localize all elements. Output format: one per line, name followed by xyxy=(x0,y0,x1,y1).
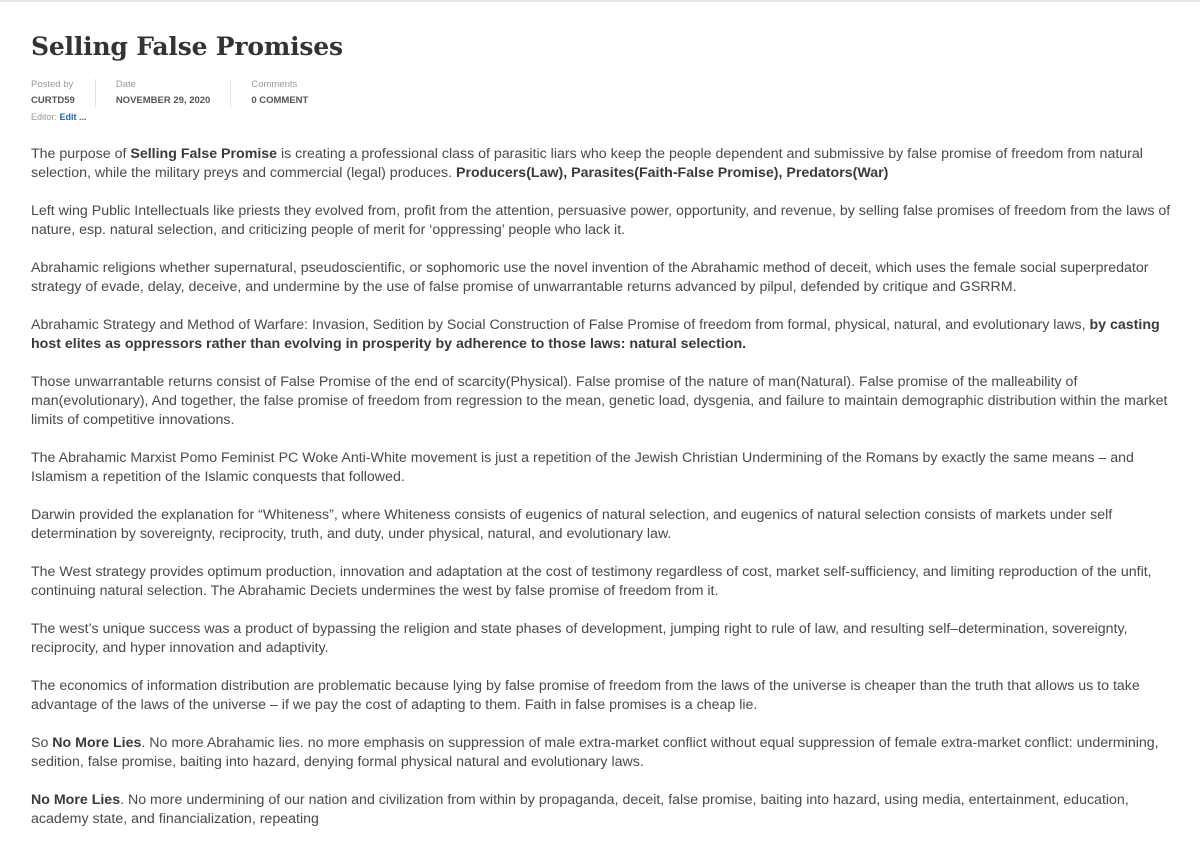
post-content xyxy=(31,145,1171,829)
edit-link[interactable]: Edit ... xyxy=(59,112,87,122)
paragraph: So No More Lies. No more Abrahamic lies. no more emphasis on suppression of male extra-market conflict without equal suppression of female extra-market conflict: undermining, sedition, false promise, baiting into hazard, denying formal physical natural and evolutionary laws. xyxy=(31,735,1159,770)
comments-count[interactable]: 0 COMMENT xyxy=(251,95,309,106)
post-title: Selling False Promises xyxy=(31,32,343,61)
posted-by-label: Posted by xyxy=(31,79,74,90)
author-name[interactable]: CURTD59 xyxy=(31,95,75,106)
top-divider xyxy=(0,0,1200,2)
editor-label: Editor: xyxy=(31,112,58,122)
paragraph: Left wing Public Intellectuals like priests they evolved from, profit from the attention, persuasive power, opportunity, and revenue, by selling false promises of freedom from the laws of nature, esp. natural selection, and criticizing people of merit for ‘oppressing’ people who lack it. xyxy=(31,203,1171,238)
paragraph: Those unwarrantable returns consist of False Promise of the end of scarcity(Physical). False promise of the nature of man(Natural). False promise of the malleability of man(evolutionary), And together, the false promise of freedom from regression to the mean, genetic load, dysgenia, and failure to maintain demographic distribution within the market limits of competitive innovations. xyxy=(31,374,1168,428)
post-date: NOVEMBER 29, 2020 xyxy=(115,95,211,106)
meta-author xyxy=(31,79,96,107)
paragraph: The Abrahamic Marxist Pomo Feminist PC Woke Anti-White movement is just a repetition of the Jewish Christian Undermining of the Romans by exactly the same means – and Islamism a repetition of the Islamic conquests that followed. xyxy=(31,450,1134,485)
paragraph: Abrahamic religions whether supernatural, pseudoscientific, or sophomoric use the novel invention of the Abrahamic method of deceit, which uses the female social superpredator strategy of evade, delay, deceive, and undermine by the use of false promise of unwarrantable returns advanced by pilpul, defended by critique and GSRRM. xyxy=(31,260,1149,295)
meta-date xyxy=(116,79,232,107)
paragraph: The West strategy provides optimum production, innovation and adaptation at the cost of testimony regardless of cost, market self-sufficiency, and limiting reproduction of the unfit, continuing natural selection. The Abrahamic Deciets undermines the west by false promise of freedom from it. xyxy=(31,564,1152,599)
date-label: Date xyxy=(115,79,136,90)
comments-label: Comments xyxy=(251,79,298,90)
paragraph: The west’s unique success was a product of bypassing the religion and state phases of development, jumping right to rule of law, and resulting self–determination, sovereignty, reciprocity, and hyper innovation and adaptivity. xyxy=(31,621,1128,656)
paragraph: The economics of information distribution are problematic because lying by false promise of freedom from the laws of the universe is cheaper than the truth that allows us to take advantage of the laws of the universe – if we pay the cost of adapting to them. Faith in false promises is a cheap lie. xyxy=(31,678,1140,713)
paragraph: No More Lies. No more undermining of our nation and civilization from within by propaganda, deceit, false promise, baiting into hazard, using media, entertainment, education, academy state, and financialization, repeating xyxy=(31,792,1129,827)
meta-comments xyxy=(251,79,328,107)
editor-line xyxy=(31,111,1171,123)
blog-post xyxy=(31,30,1171,848)
post-meta xyxy=(31,79,1171,107)
paragraph: Abrahamic Strategy and Method of Warfare: Invasion, Sedition by Social Construction of False Promise of freedom from formal, physical, natural, and evolutionary laws, by casting host elites as oppressors rather than evolving in prosperity by adherence to those laws: natural selection. xyxy=(31,317,1160,352)
paragraph: Darwin provided the explanation for “Whiteness”, where Whiteness consists of eugenics of natural selection, and eugenics of natural selection consists of markets under self determination by sovereignty, reciprocity, truth, and duty, under physical, natural, and evolutionary law. xyxy=(31,507,1113,542)
paragraph: The purpose of Selling False Promise is creating a professional class of parasitic liars who keep the people dependent and submissive by false promise of freedom from natural selection, while the military preys and commercial (legal) produces. Producers(Law), Parasites(Faith-False Promise), Predators(War) xyxy=(31,146,1143,181)
